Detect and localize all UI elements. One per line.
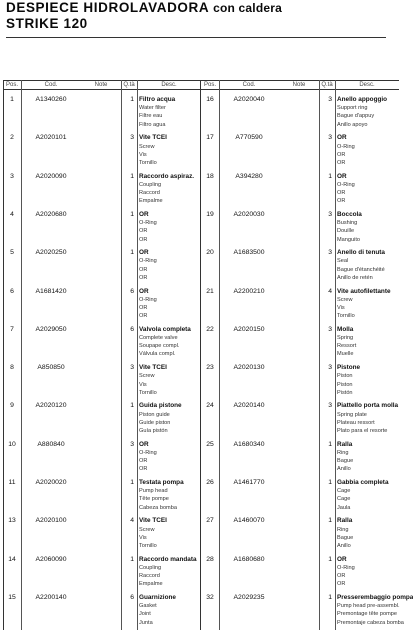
part-position: 5 [10,249,14,257]
description-translation: Piston guide [139,411,170,418]
description-translation: Water filter [139,105,166,112]
header-note: Note [94,82,108,88]
description-translation: Bague d'étanchéité [337,266,385,273]
description-translation: Pump head pre-assembl. [337,603,400,610]
description-translation: Empalme [139,198,163,205]
description-translation: Tornillo [139,159,157,166]
parts-table-left [3,80,201,630]
description-translation: Raccord [139,573,160,579]
description-translation: OR [337,151,346,158]
part-position: 16 [206,96,214,103]
header-desc: Desc. [161,82,177,88]
part-description [139,288,201,321]
part-position: 21 [206,287,214,295]
header-qty: Q.tà [123,82,135,88]
description-translation: O-Ring [139,258,157,265]
table-row [3,288,201,326]
part-code: A1681420 [35,287,67,295]
part-quantity: 3 [328,364,332,372]
part-code: A394280 [235,172,263,180]
part-description [337,326,401,359]
table-row [3,364,201,402]
part-description [337,134,401,167]
description-translation: Bushing [337,220,358,227]
part-position: 15 [8,593,16,601]
description-translation: Coupling [139,181,162,188]
part-description [139,173,201,206]
table-row [201,96,399,134]
description-translation: Screw [139,373,155,380]
part-description [337,441,401,474]
table-row [201,288,399,326]
part-description [139,441,201,474]
part-code: A2020140 [233,402,265,410]
part-position: 32 [206,593,214,601]
part-quantity: 3 [328,210,332,218]
description-translation: Junta [139,619,153,626]
part-description [139,556,201,589]
part-position: 18 [206,172,214,180]
description-italian: Vite TCEI [139,517,167,525]
description-translation: OR [337,198,346,205]
part-code: A1683500 [233,249,265,257]
description-translation: OR [337,581,346,588]
part-position: 6 [10,287,14,295]
table-row [201,479,399,517]
description-translation: OR [337,573,346,579]
description-translation: Soupape compl. [139,343,180,350]
description-italian: Raccordo aspiraz. [139,172,195,180]
part-description [139,96,201,129]
description-translation: Tornillo [139,542,157,549]
description-italian: Vite autofilettante [337,287,391,295]
part-position: 1 [10,96,14,103]
table-row [201,211,399,249]
description-italian: OR [139,249,149,257]
part-position: 17 [206,134,214,142]
description-translation: Bague d'appuy [337,113,375,120]
description-translation: OR [139,304,148,311]
description-translation: Guía pistón [139,428,168,434]
description-italian: Vite TCEI [139,134,167,142]
part-code: A1680340 [233,440,265,448]
part-quantity: 1 [328,479,332,486]
description-translation: Piston [337,381,353,388]
description-translation: Ring [337,526,349,533]
title-divider [6,37,386,38]
part-description [139,249,201,282]
description-translation: Raccord [139,190,160,196]
part-quantity: 1 [328,440,332,448]
part-code: A2060090 [35,555,67,563]
description-translation: Jaula [337,504,351,511]
description-translation: Anillo de retén [337,274,373,281]
description-italian: OR [337,555,347,563]
part-description [139,326,201,359]
part-quantity: 1 [130,210,134,218]
part-position: 14 [8,555,16,563]
description-translation: Douille [337,228,355,235]
description-translation: Filtro agua [139,121,166,128]
part-position: 28 [206,555,214,563]
description-translation: OR [139,228,148,235]
description-translation: Seal [337,258,349,265]
description-translation: Vis [139,151,147,158]
table-row [201,441,399,479]
part-code: A850850 [37,364,65,372]
title-main: DESPIECE HIDROLAVADORA [6,0,209,15]
description-italian: Gabbia completa [337,479,389,486]
table-row [3,556,201,594]
part-position: 9 [10,402,14,410]
description-translation: OR [139,458,148,465]
part-description [337,593,413,627]
description-italian: Guida pistone [139,402,182,410]
part-position: 25 [206,440,214,448]
part-quantity: 3 [328,96,332,103]
part-quantity: 3 [130,440,134,448]
part-code: A2020120 [35,402,67,410]
description-translation: Tornillo [337,313,355,320]
description-italian: OR [139,210,149,218]
part-quantity: 1 [130,249,134,257]
description-italian: OR [139,440,149,448]
description-translation: Guide piston [139,419,171,426]
part-code: A2020150 [233,325,265,333]
part-position: 13 [8,517,16,525]
part-description [139,517,201,550]
description-translation: Filtre eau [139,113,163,120]
description-italian: Vite TCEI [139,364,167,372]
part-quantity: 1 [328,517,332,525]
part-quantity: 6 [130,287,134,295]
description-translation: Spring plate [337,411,367,418]
header-pos: Pos. [203,82,216,88]
part-quantity: 1 [130,96,134,103]
description-translation: Pistón [337,389,353,396]
part-position: 26 [206,479,214,486]
description-translation: Ring [337,449,349,456]
part-quantity: 1 [328,555,332,563]
table-row [3,402,201,440]
table-row [3,211,201,249]
description-italian: Guarnizione [139,593,176,601]
part-quantity: 3 [328,134,332,142]
document-title [6,0,396,31]
part-quantity: 1 [130,172,134,180]
header-qty: Q.tà [321,82,333,88]
title-line-2: STRIKE 120 [6,16,88,31]
description-translation: OR [139,236,148,243]
description-translation: Complete valve [139,335,178,341]
description-translation: Spring [337,335,354,341]
part-code: A1461770 [233,479,265,486]
description-italian: Anello di tenuta [337,249,385,257]
part-code: A2020030 [233,210,265,218]
title-line-1 [6,0,396,16]
part-description [139,479,201,512]
part-quantity: 3 [328,402,332,410]
table-row [3,173,201,211]
part-description [139,364,201,397]
description-translation: Empalme [139,581,163,588]
description-translation: OR [139,274,148,281]
description-translation: OR [337,159,346,166]
part-description [337,402,401,435]
description-translation: Joint [139,611,151,618]
part-description [337,479,401,512]
description-translation: Screw [139,143,155,150]
part-code: A2020130 [233,364,265,372]
description-translation: Premontaje cabeza bomba [337,619,404,626]
parts-table-right [201,80,413,630]
part-code: A2020040 [233,96,265,103]
part-quantity: 1 [328,172,332,180]
description-translation: Gasket [139,603,157,610]
part-quantity: 4 [328,287,332,295]
part-description [337,517,401,550]
part-description [337,211,401,244]
part-quantity: 3 [328,325,332,333]
table-row [201,249,399,287]
part-description [139,594,201,627]
description-translation: Plateau ressort [337,419,375,426]
description-translation: Screw [139,526,155,533]
description-translation: Manguito [337,236,361,243]
description-translation: Tornillo [139,389,157,396]
description-translation: Premontage tête pompe [337,611,398,618]
part-code: A2020680 [35,210,67,218]
description-translation: Cabeza bomba [139,504,177,511]
description-translation: O-Ring [337,564,355,571]
header-note: Note [292,82,306,88]
part-description [139,211,201,244]
part-description [337,96,401,129]
part-position: 19 [206,210,214,218]
part-quantity: 3 [130,364,134,372]
description-translation: Muelle [337,351,354,358]
part-position: 27 [206,517,214,525]
description-translation: Vis [139,534,147,541]
part-description [337,173,401,206]
description-translation: Ressort [337,343,357,350]
part-description [139,402,201,435]
part-code: A2020090 [35,172,67,180]
description-translation: Tête pompe [139,496,169,503]
description-italian: Filtro acqua [139,96,176,103]
description-italian: Valvola completa [139,325,191,333]
table-row [201,402,399,440]
table-row [201,134,399,172]
description-translation: OR [139,466,148,473]
part-position: 2 [10,134,14,142]
table-row [3,441,201,479]
part-quantity: 6 [130,593,134,601]
description-translation: Cage [337,488,351,495]
description-italian: Molla [337,325,354,333]
description-italian: Presserembaggio pompa [337,593,413,601]
description-translation: O-Ring [139,449,157,456]
table-row [3,96,201,134]
part-quantity: 3 [328,249,332,257]
description-translation: Pump head [139,488,168,495]
part-code: A1680680 [233,555,265,563]
description-translation: OR [139,266,148,273]
table-row [201,517,399,555]
part-description [337,288,401,321]
description-italian: Ralla [337,440,353,448]
header-cod: Cod. [242,82,256,88]
part-description [337,364,401,397]
description-translation: O-Ring [139,296,157,303]
description-translation: Bague [337,534,354,541]
part-code: A2200210 [233,287,265,295]
part-code: A2020250 [35,249,67,257]
part-position: 22 [206,325,214,333]
description-italian: OR [139,287,149,295]
description-translation: Anillo [337,466,351,473]
description-translation: OR [139,313,148,320]
description-translation: Vis [139,381,147,388]
description-translation: Anillo apoyo [337,121,368,128]
part-code: A1340260 [35,96,67,103]
part-code: A880840 [37,440,65,448]
part-code: A2029050 [35,325,67,333]
table-row [3,134,201,172]
header-desc: Desc. [359,82,375,88]
description-italian: Testata pompa [139,479,184,486]
description-translation: Bague [337,458,354,465]
part-quantity: 1 [328,593,332,601]
description-italian: OR [337,134,347,142]
description-translation: Piston [337,373,353,380]
part-quantity: 4 [130,517,134,525]
table-header [201,80,399,90]
table-row [3,517,201,555]
table-row [3,326,201,364]
description-translation: OR [337,190,346,196]
header-pos: Pos. [5,82,18,88]
table-row [201,593,413,632]
description-italian: OR [337,172,347,180]
part-position: 20 [206,249,214,257]
part-quantity: 1 [130,402,134,410]
description-translation: Anillo [337,542,351,549]
part-position: 24 [206,402,214,410]
table-header [3,80,201,90]
part-code: A1460070 [233,517,265,525]
part-description [337,249,401,282]
description-translation: Vis [337,304,345,311]
table-row [201,173,399,211]
part-position: 11 [8,479,16,486]
description-translation: Plato para el resorte [337,428,388,434]
table-row [3,594,201,632]
part-position: 4 [10,210,14,218]
description-italian: Pistone [337,364,361,372]
description-italian: Raccordo mandata [139,555,197,563]
title-sub: con caldera [213,1,282,15]
description-translation: Support ring [337,105,368,112]
part-position: 7 [10,325,14,333]
table-row [201,556,399,594]
part-code: A2020020 [35,479,67,486]
part-quantity: 3 [130,134,134,142]
description-translation: O-Ring [337,143,355,150]
description-italian: Boccola [337,210,362,218]
part-position: 23 [206,364,214,372]
part-quantity: 1 [130,555,134,563]
part-code: A2020100 [35,517,67,525]
part-quantity: 6 [130,325,134,333]
description-translation: Válvula compl. [139,351,176,358]
part-description [337,556,401,589]
part-code: A2020101 [35,134,67,142]
description-translation: Screw [337,296,353,303]
table-row [3,479,201,517]
description-translation: Coupling [139,564,162,571]
table-row [3,249,201,287]
description-italian: Anello appoggio [337,96,388,103]
header-cod: Cod. [44,82,58,88]
part-position: 3 [10,172,14,180]
description-translation: O-Ring [139,220,157,227]
part-position: 8 [10,364,14,372]
part-code: A770590 [235,134,263,142]
description-italian: Ralla [337,517,353,525]
description-translation: O-Ring [337,181,355,188]
description-translation: Cage [337,496,351,503]
part-code: A2029235 [233,593,265,601]
table-row [201,364,399,402]
part-position: 10 [8,440,16,448]
part-quantity: 1 [130,479,134,486]
description-italian: Piattello porta molla [337,402,399,410]
part-description [139,134,201,167]
part-code: A2200140 [35,593,67,601]
table-row [201,326,399,364]
